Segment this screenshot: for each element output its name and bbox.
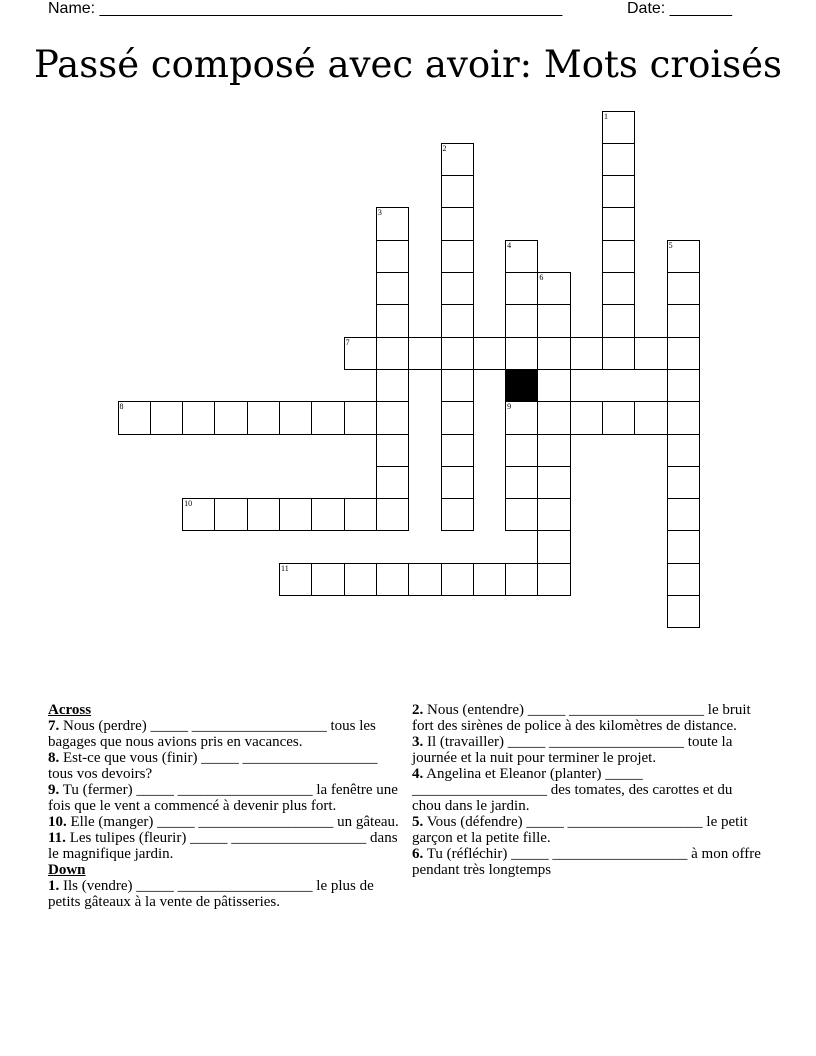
crossword-cell <box>441 175 474 208</box>
crossword-cell <box>279 563 312 596</box>
crossword-cell <box>344 337 377 370</box>
crossword-cell <box>537 563 570 596</box>
clue-text: Angelina et Eleanor (planter) _____ __________________ des tomates, des carottes et du chou dans le jardin. <box>412 766 733 814</box>
crossword-cell <box>376 401 409 434</box>
clue-text: Nous (entendre) _____ __________________ le bruit fort des sirènes de police à des kilomètres de distance. <box>412 702 751 734</box>
crossword-cell <box>505 337 538 370</box>
crossword-cell <box>667 272 700 305</box>
crossword-cell <box>441 304 474 337</box>
crossword-cell <box>311 401 344 434</box>
crossword-cell <box>214 401 247 434</box>
crossword-cell <box>667 595 700 628</box>
crossword-cell <box>537 434 570 467</box>
crossword-cell <box>667 434 700 467</box>
black-square <box>505 369 538 402</box>
cell-number: 2 <box>442 143 447 153</box>
crossword-cell <box>344 563 377 596</box>
crossword-cell <box>570 401 603 434</box>
crossword-cell <box>279 401 312 434</box>
crossword-cell <box>247 498 280 531</box>
crossword-cell <box>505 401 538 434</box>
crossword-cell <box>376 369 409 402</box>
crossword-cell <box>505 272 538 305</box>
crossword-cell <box>505 240 538 273</box>
clue-text: Ils (vendre) _____ __________________ le plus de petits gâteaux à la vente de pâtisseries. <box>48 878 374 910</box>
clue-down-4 <box>412 766 764 814</box>
crossword-cell <box>214 498 247 531</box>
clue-across-8 <box>48 750 400 782</box>
crossword-cell <box>473 563 506 596</box>
crossword-cell <box>279 498 312 531</box>
crossword-cell <box>376 304 409 337</box>
crossword-cell <box>505 434 538 467</box>
clue-across-10 <box>48 814 400 830</box>
cell-number: 1 <box>604 111 608 121</box>
clue-number: 7. <box>48 718 60 734</box>
clues-left-column <box>48 702 400 910</box>
clue-across-11 <box>48 830 400 862</box>
crossword-cell <box>344 401 377 434</box>
crossword-cell <box>537 466 570 499</box>
clue-text: Tu (fermer) _____ __________________ la fenêtre une fois que le vent a commencé à devenir plus fort. <box>48 782 398 814</box>
cell-number: 6 <box>539 273 544 282</box>
clue-text: Il (travailler) _____ __________________ toute la journée et la nuit pour terminer le projet. <box>412 734 733 766</box>
clue-text: Tu (réfléchir) _____ __________________ à mon offre pendant très longtemps <box>412 846 761 878</box>
crossword-cell <box>602 143 635 176</box>
clue-number: 1. <box>48 878 60 894</box>
clue-down-3 <box>412 734 764 766</box>
crossword-cell <box>602 272 635 305</box>
clue-down-5 <box>412 814 764 846</box>
crossword-cell <box>537 369 570 402</box>
crossword-cell <box>311 563 344 596</box>
crossword-cell <box>667 304 700 337</box>
crossword-cell <box>634 337 667 370</box>
crossword-cell <box>408 337 441 370</box>
clue-number: 4. <box>412 766 424 782</box>
clue-text: Est-ce que vous (finir) _____ __________________ tous vos devoirs? <box>48 750 378 782</box>
clue-down-2 <box>412 702 764 734</box>
crossword-cell <box>441 272 474 305</box>
crossword-cell <box>537 337 570 370</box>
crossword-cell <box>537 401 570 434</box>
cell-number: 10 <box>184 499 193 509</box>
crossword-cell <box>667 563 700 596</box>
crossword-cell <box>667 337 700 370</box>
crossword-cell <box>441 337 474 370</box>
crossword-cell <box>376 434 409 467</box>
crossword-cell <box>602 207 635 240</box>
crossword-cell <box>441 143 474 176</box>
clues-right-column <box>412 702 764 878</box>
crossword-cell <box>505 466 538 499</box>
clue-number: 5. <box>412 814 424 830</box>
crossword-cell <box>473 337 506 370</box>
crossword-cell <box>182 401 215 434</box>
clue-number: 10. <box>48 814 67 830</box>
crossword-cell <box>118 401 151 434</box>
crossword-cell <box>441 563 474 596</box>
crossword-cell <box>602 240 635 273</box>
crossword-cell <box>376 498 409 531</box>
crossword-cell <box>150 401 183 434</box>
date-field-label: Date: _______ <box>627 0 732 17</box>
crossword-cell <box>441 369 474 402</box>
crossword-cell <box>344 498 377 531</box>
crossword-cell <box>602 401 635 434</box>
clue-down-1 <box>48 878 400 910</box>
crossword-cell <box>667 401 700 434</box>
crossword-cell <box>311 498 344 531</box>
crossword-cell <box>537 498 570 531</box>
across-heading: Across <box>48 702 92 718</box>
crossword-cell <box>376 240 409 273</box>
crossword-cell <box>441 434 474 467</box>
crossword-cell <box>602 111 635 144</box>
down-heading: Down <box>48 862 86 878</box>
crossword-cell <box>602 337 635 370</box>
clue-text: Nous (perdre) _____ __________________ tous les bagages que nous avions pris en vacances. <box>48 718 376 750</box>
cell-number: 7 <box>345 337 350 347</box>
clue-number: 8. <box>48 750 60 766</box>
crossword-cell <box>667 530 700 563</box>
crossword-cell <box>667 240 700 273</box>
clue-across-9 <box>48 782 400 814</box>
clue-number: 2. <box>412 702 424 718</box>
name-field-label: Name: ____________________________________________________ <box>48 0 563 17</box>
cell-number: 9 <box>507 402 512 412</box>
crossword-cell <box>505 304 538 337</box>
clue-number: 9. <box>48 782 60 798</box>
crossword-cell <box>505 498 538 531</box>
cell-number: 5 <box>668 240 673 250</box>
crossword-cell <box>505 563 538 596</box>
crossword-cell <box>667 369 700 402</box>
crossword-cell <box>441 466 474 499</box>
clue-text: Les tulipes (fleurir) _____ __________________ dans le magnifique jardin. <box>48 830 398 862</box>
page-title: Passé composé avec avoir: Mots croisés <box>33 43 783 86</box>
crossword-cell <box>602 175 635 208</box>
crossword-cell <box>634 401 667 434</box>
crossword-cell <box>667 466 700 499</box>
crossword-cell <box>602 304 635 337</box>
cell-number: 8 <box>119 402 124 412</box>
crossword-cell <box>376 337 409 370</box>
crossword-cell <box>570 337 603 370</box>
crossword-cell <box>376 563 409 596</box>
crossword-cell <box>537 272 570 305</box>
cell-number: 11 <box>281 563 289 573</box>
cell-number: 3 <box>377 208 382 218</box>
clue-text: Elle (manger) _____ __________________ un gâteau. <box>66 814 399 830</box>
clue-across-7 <box>48 718 400 750</box>
crossword-cell <box>441 498 474 531</box>
crossword-cell <box>408 563 441 596</box>
crossword-cell <box>376 466 409 499</box>
cell-number: 4 <box>507 240 512 250</box>
crossword-cell <box>667 498 700 531</box>
crossword-cell <box>537 304 570 337</box>
clue-number: 11. <box>48 830 66 846</box>
crossword-cell <box>376 207 409 240</box>
crossword-cell <box>182 498 215 531</box>
crossword-cell <box>537 530 570 563</box>
crossword-cell <box>441 207 474 240</box>
crossword-cell <box>376 272 409 305</box>
clue-down-6 <box>412 846 764 878</box>
clue-number: 6. <box>412 846 424 862</box>
clue-number: 3. <box>412 734 424 750</box>
crossword-cell <box>247 401 280 434</box>
crossword-cell <box>441 401 474 434</box>
clue-text: Vous (défendre) _____ __________________ le petit garçon et la petite fille. <box>412 814 748 846</box>
crossword-cell <box>441 240 474 273</box>
